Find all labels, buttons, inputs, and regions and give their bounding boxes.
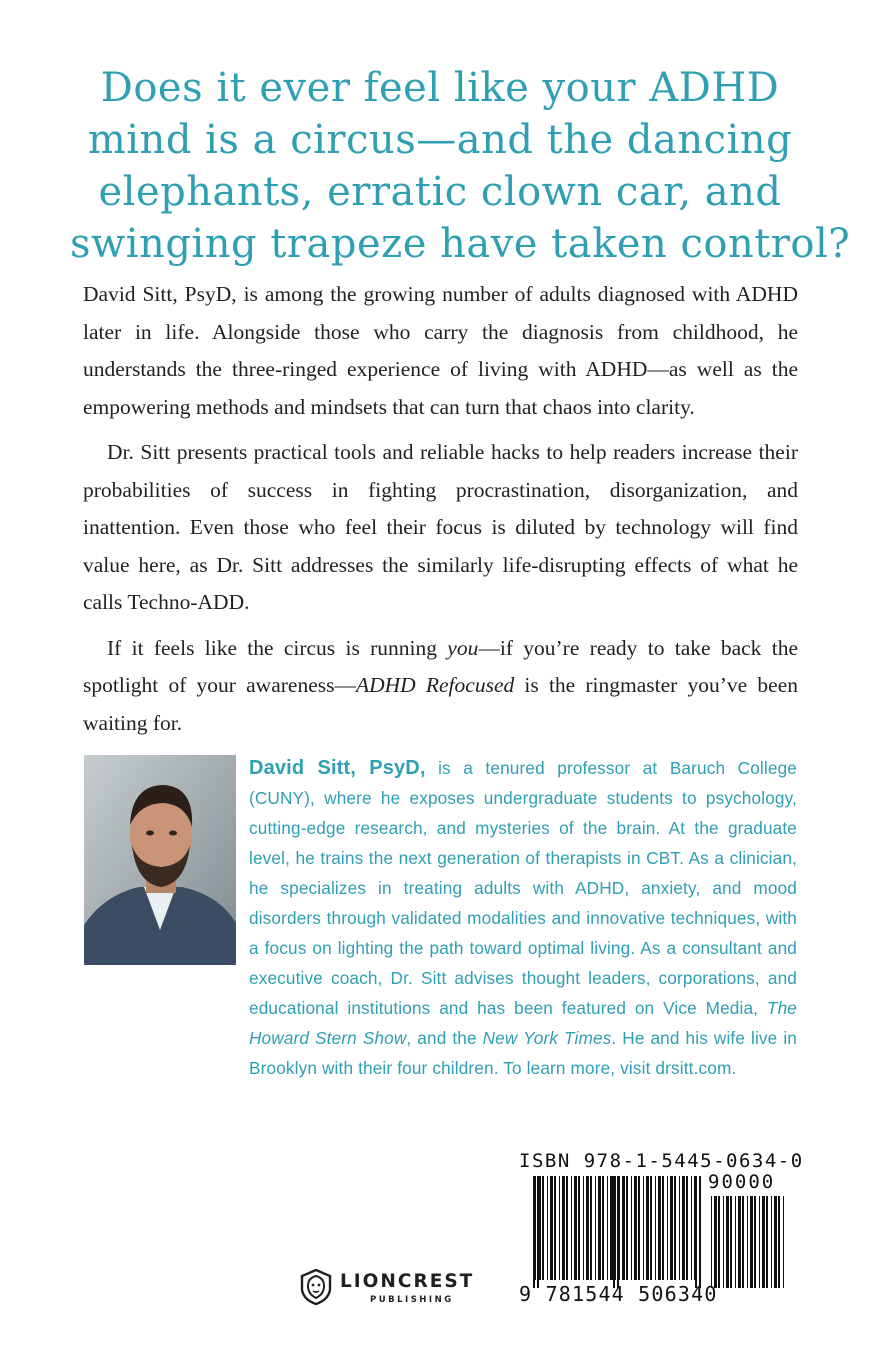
headline-line: Does it ever feel like your ADHD: [100, 65, 780, 111]
headline-line: elephants, erratic clown car, and: [98, 169, 782, 215]
bio-text: . He and his wife live in Brooklyn with their four children. To learn more, visit drsitt.com.: [249, 1028, 797, 1078]
isbn-barcode: [515, 1150, 804, 1310]
lion-head-icon: [298, 1268, 334, 1306]
bio-emphasis: The Howard Stern Show: [249, 998, 797, 1048]
description-paragraph-1: David Sitt, PsyD, is among the growing number of adults diagnosed with ADHD later in life. Alongside those who carry the diagnosis from childhood, he understands the three-ringed experience of living with ADHD—as well as the empowering methods and mindsets that can turn that chaos into clarity.: [83, 282, 798, 419]
paragraph-text: If it feels like the circus is running: [107, 635, 448, 660]
publisher-name: LIONCREST: [340, 1271, 475, 1292]
author-name: David Sitt, PsyD,: [249, 757, 426, 779]
ean-digits: 9 781544 506340: [519, 1282, 718, 1306]
publisher-logo: [298, 1268, 498, 1308]
paragraph-text: —if you’re ready to take back the spotlight of your awareness—: [83, 635, 798, 697]
headline-line: mind is a circus—and the dancing: [87, 117, 793, 163]
publisher-subtitle: PUBLISHING: [370, 1295, 454, 1305]
isbn-label: ISBN 978-1-5445-0634-0: [519, 1150, 804, 1172]
description-paragraph-2: Dr. Sitt presents practical tools and reliable hacks to help readers increase their probabilities of success in fighting procrastination, disorganization, and inattention. Even those who feel their focus is diluted by technology will find value here, as Dr. Sitt addresses the similarly life-disrupting effects of what he calls Techno-ADD.: [83, 440, 798, 614]
author-photo: [84, 755, 236, 965]
bio-text: is a tenured professor at Baruch College (CUNY), where he exposes undergraduate students to psychology, cutting-edge research, and mysteries of the brain. At the graduate level, he trains the next generation of therapists in CBT. As a clinician, he specializes in treating adults with ADHD, anxiety, and mood disorders through validated modalities and innovative techniques, with a focus on lighting the path toward optimal living. As a consultant and executive coach, Dr. Sitt advises thought leaders, corporations, and educational institutions and has been featured on Vice Media,: [249, 758, 797, 1018]
emphasis-you: you: [447, 635, 479, 660]
headline: [70, 62, 851, 270]
book-description: [83, 276, 798, 750]
book-title-emphasis: ADHD Refocused: [355, 673, 515, 697]
description-paragraph-3: [83, 630, 798, 743]
bio-text: , and the: [406, 1028, 483, 1048]
paragraph-text: is the ringmaster you’ve been waiting for.: [83, 673, 798, 735]
author-bio: [249, 753, 797, 1083]
author-portrait-icon: [84, 755, 236, 965]
bio-emphasis: New York Times: [482, 1028, 612, 1048]
headline-line: swinging trapeze have taken control?: [70, 221, 851, 267]
price-code: 90000: [708, 1171, 776, 1193]
